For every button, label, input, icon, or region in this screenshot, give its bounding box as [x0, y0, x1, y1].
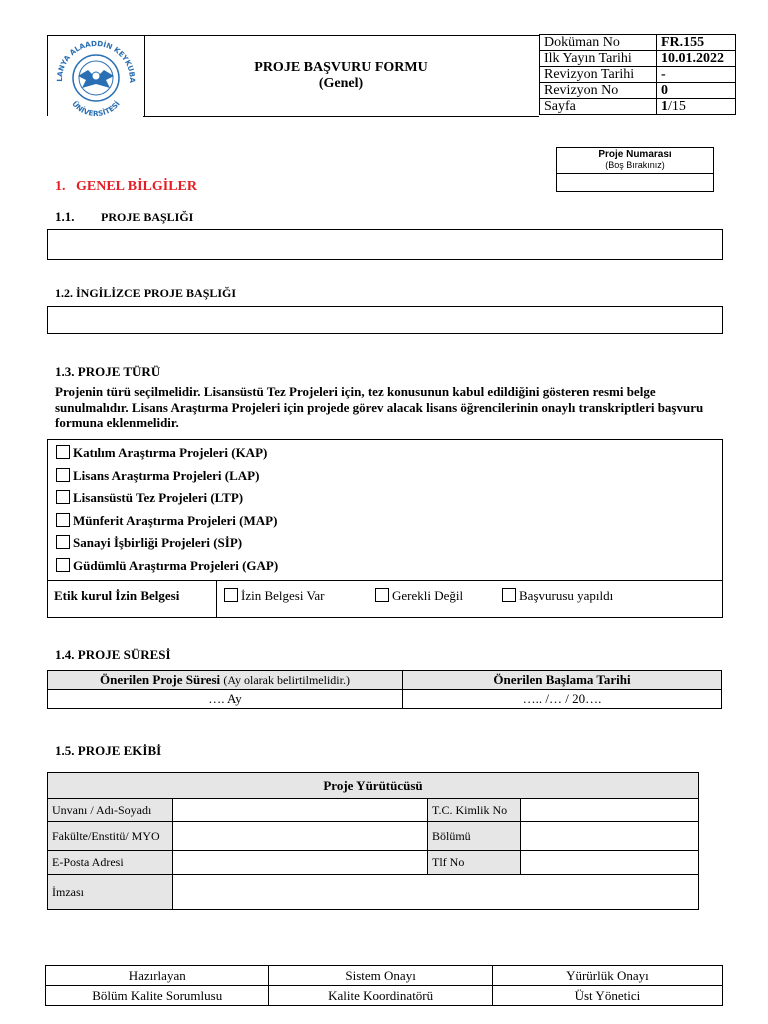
section-1-1-title: PROJE BAŞLIĞI [101, 210, 194, 224]
project-type-list [56, 442, 278, 578]
team-row [48, 851, 699, 875]
project-title-field[interactable] [47, 229, 723, 260]
page-label: Sayfa [540, 99, 657, 115]
team-header: Proje Yürütücüsü [48, 773, 699, 799]
ethics-option[interactable]: İzin Belgesi Var [224, 588, 325, 604]
signature-label: İmzası [48, 875, 173, 910]
team-field[interactable] [173, 799, 428, 822]
footer-title: Kalite Koordinatörü [269, 986, 492, 1006]
english-project-title-field[interactable] [47, 306, 723, 334]
team-label: Bölümü [428, 822, 521, 851]
team-field[interactable] [521, 799, 699, 822]
document-meta-table [539, 34, 736, 115]
project-type-option[interactable]: Münferit Araştırma Projeleri (MAP) [56, 510, 278, 533]
checkbox[interactable] [56, 513, 70, 527]
checkbox[interactable] [502, 588, 516, 602]
meta-row [540, 83, 736, 99]
ethics-option[interactable]: Gerekli Değil [375, 588, 463, 604]
project-team-table [47, 772, 699, 910]
project-number-hint: (Boş Bırakınız) [605, 160, 665, 170]
checkbox[interactable] [56, 445, 70, 459]
duration-table [47, 670, 722, 709]
footer-role: Sistem Onayı [269, 966, 492, 986]
meta-row [540, 99, 736, 115]
start-date-field[interactable]: ….. /… / 20…. [403, 690, 722, 709]
meta-value: 10.01.2022 [657, 51, 736, 67]
duration-header: Önerilen Proje Süresi (Ay olarak belirtilmelidir.) [48, 671, 403, 690]
footer-role: Hazırlayan [46, 966, 269, 986]
start-date-header: Önerilen Başlama Tarihi [403, 671, 722, 690]
project-number-box [556, 147, 714, 192]
logo-box [47, 35, 145, 116]
logo-text-bottom: ÜNİVERSİTESİ [70, 99, 122, 116]
form-title: PROJE BAŞVURU FORMU [254, 60, 428, 75]
footer-title: Bölüm Kalite Sorumlusu [46, 986, 269, 1006]
section-1-1-number: 1.1. [55, 209, 75, 224]
team-label: T.C. Kimlik No [428, 799, 521, 822]
checkbox[interactable] [375, 588, 389, 602]
university-logo [48, 36, 144, 116]
team-field[interactable] [521, 851, 699, 875]
team-field[interactable] [173, 822, 428, 851]
team-label: Unvanı / Adı-Soyadı [48, 799, 173, 822]
form-subtitle: (Genel) [318, 76, 364, 91]
ethics-option[interactable]: Başvurusu yapıldı [502, 588, 613, 604]
logo-text-top: LANYA ALAADDİN KEYKUBA [54, 38, 138, 83]
footer-title: Üst Yönetici [492, 986, 722, 1006]
team-label: E-Posta Adresi [48, 851, 173, 875]
team-row [48, 822, 699, 851]
meta-row [540, 51, 736, 67]
section-1-3-title: 1.3. PROJE TÜRÜ [55, 364, 161, 379]
page-number: 1/15 [657, 99, 736, 115]
signature-field[interactable] [173, 875, 699, 910]
footer-role: Yürürlük Onayı [492, 966, 722, 986]
team-field[interactable] [521, 822, 699, 851]
checkbox[interactable] [56, 468, 70, 482]
project-type-option[interactable]: Katılım Araştırma Projeleri (KAP) [56, 442, 278, 465]
section-title: 1. GENEL BİLGİLER [55, 179, 197, 194]
project-type-option[interactable]: Lisans Araştırma Projeleri (LAP) [56, 465, 278, 488]
checkbox[interactable] [224, 588, 238, 602]
checkbox[interactable] [56, 535, 70, 549]
section-1-2-title: 1.2. İNGİLİZCE PROJE BAŞLIĞI [55, 286, 237, 300]
project-type-option[interactable]: Güdümlü Araştırma Projeleri (GAP) [56, 555, 278, 578]
team-row [48, 875, 699, 910]
project-number-field[interactable] [557, 173, 713, 191]
project-type-option[interactable]: Lisansüstü Tez Projeleri (LTP) [56, 487, 278, 510]
team-field[interactable] [173, 851, 428, 875]
meta-value: 0 [657, 83, 736, 99]
meta-row [540, 35, 736, 51]
ethics-label: Etik kurul İzin Belgesi [54, 588, 180, 603]
title-box [143, 35, 539, 117]
project-type-description: Projenin türü seçilmelidir. Lisansüstü Tez Projeleri için, tez konusunun kabul edildiğini gösteren resmi belge sunulmalıdır. Lisans Araştırma Projeleri için projede görev alacak lisans öğrencilerinin onaylı transkriptleri başvuru formuna eklenmelidir. [55, 384, 704, 430]
project-number-label: Proje Numarası [598, 149, 672, 160]
meta-value: FR.155 [657, 35, 736, 51]
team-row [48, 799, 699, 822]
project-type-option[interactable]: Sanayi İşbirliği Projeleri (SİP) [56, 532, 278, 555]
duration-field[interactable]: …. Ay [48, 690, 403, 709]
project-type-box [47, 439, 723, 618]
team-label: Tlf No [428, 851, 521, 875]
section-1-5-title: 1.5. PROJE EKİBİ [55, 743, 162, 758]
meta-label: Revizyon No [540, 83, 657, 99]
section-1-4-title: 1.4. PROJE SÜRESİ [55, 647, 171, 662]
meta-label: Doküman No [540, 35, 657, 51]
checkbox[interactable] [56, 490, 70, 504]
team-label: Fakülte/Enstitü/ MYO [48, 822, 173, 851]
checkbox[interactable] [56, 558, 70, 572]
meta-row [540, 67, 736, 83]
meta-label: Ilk Yayın Tarihi [540, 51, 657, 67]
ethics-row [48, 580, 722, 617]
approval-footer-table [45, 965, 723, 1006]
meta-value: - [657, 67, 736, 83]
meta-label: Revizyon Tarihi [540, 67, 657, 83]
